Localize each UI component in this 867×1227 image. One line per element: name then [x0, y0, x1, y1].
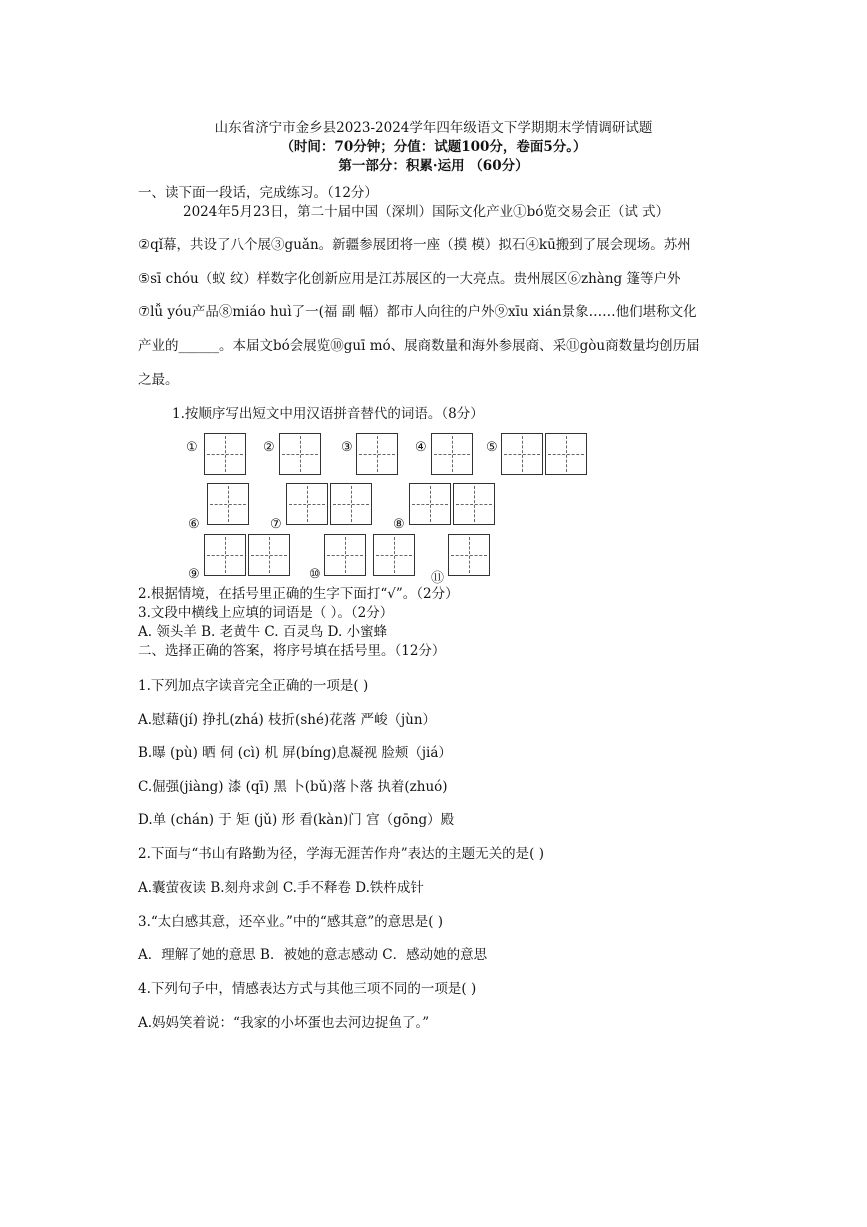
writing-box[interactable]: [356, 433, 398, 475]
writing-box[interactable]: [409, 483, 451, 525]
writing-box[interactable]: [248, 534, 290, 576]
question-3-options: A. 领头羊 B. 老黄牛 C. 百灵鸟 D. 小蜜蜂: [138, 624, 388, 640]
grid-label: ⑩: [309, 567, 321, 582]
writing-grid[interactable]: [286, 483, 372, 525]
writing-box[interactable]: [324, 534, 366, 576]
writing-grid[interactable]: [204, 534, 290, 576]
mc-line: D.单 (chán) 于 矩 (jǔ) 形 看(kàn)门 宫（gōng）殿: [138, 812, 455, 828]
passage-line: 2024年5月23日，第二十届中国（深圳）国际文化产业①bó览交易会正（试 式）: [183, 204, 670, 220]
writing-box[interactable]: [286, 483, 328, 525]
passage-line: 之最。: [138, 372, 179, 388]
grid-label: ⑥: [188, 517, 200, 532]
part-heading: 第一部分：积累·运用 （60分）: [338, 158, 529, 174]
mc-line: 4.下列句子中，情感表达方式与其他三项不同的一项是( ): [138, 981, 477, 997]
writing-box[interactable]: [545, 433, 587, 475]
writing-box[interactable]: [448, 534, 490, 576]
grid-label: ⑧: [393, 517, 405, 532]
grid-label: ①: [186, 440, 198, 455]
writing-grid[interactable]: [409, 483, 495, 525]
mc-line: 1.下列加点字读音完全正确的一项是( ): [138, 678, 369, 694]
passage-line: ⑤sī chóu（蚁 纹）样数字化创新应用是江苏展区的一大亮点。贵州展区⑥zhàng 篷等户外: [138, 271, 681, 287]
writing-grid[interactable]: [204, 433, 246, 475]
writing-box[interactable]: [204, 433, 246, 475]
grid-label: ④: [415, 440, 427, 455]
grid-label: ⑪: [431, 571, 445, 586]
writing-box[interactable]: [501, 433, 543, 475]
mc-line: 2.下面与“书山有路勤为径，学海无涯苦作舟”表达的主题无关的是( ): [138, 846, 545, 862]
writing-grid[interactable]: [356, 433, 398, 475]
writing-box[interactable]: [279, 433, 321, 475]
passage-line: 产业的______。本届文bó会展览⑩guī mó、展商数量和海外参展商、采⑪gòu商数量均创历届: [138, 338, 700, 354]
writing-grid[interactable]: [501, 433, 587, 475]
grid-label: ③: [341, 440, 353, 455]
section2-heading: 二、选择正确的答案，将序号填在括号里。（12分）: [138, 643, 446, 659]
grid-label: ②: [263, 440, 275, 455]
grid-label: ⑨: [188, 567, 200, 582]
writing-grid[interactable]: [373, 534, 415, 576]
writing-grid[interactable]: [448, 534, 490, 576]
passage-line: ⑦lǚ yóu产品⑧miáo huì了一(福 副 幅）都市人向往的户外⑨xīu xián景象……他们堪称文化: [138, 304, 697, 320]
writing-box[interactable]: [207, 483, 249, 525]
writing-grid[interactable]: [207, 483, 249, 525]
grid-label: ⑤: [486, 440, 498, 455]
writing-box[interactable]: [204, 534, 246, 576]
writing-box[interactable]: [431, 433, 473, 475]
mc-line: B.曝 (pù) 晒 伺 (cì) 机 屏(bíng)息凝视 脸颊（jiá）: [138, 745, 452, 761]
mc-line: A.妈妈笑着说：“我家的小坏蛋也去河边捉鱼了。”: [138, 1015, 430, 1031]
exam-title: 山东省济宁市金乡县2023-2024学年四年级语文下学期期末学情调研试题: [214, 120, 653, 136]
mc-line: A.囊萤夜读 B.刻舟求剑 C.手不释卷 D.铁杵成针: [138, 880, 424, 896]
question-2: 2.根据情境，在括号里正确的生字下面打“√”。（2分）: [138, 586, 459, 602]
mc-line: A．理解了她的意思 B．被她的意志感动 C．感动她的意思: [138, 947, 488, 963]
section1-heading: 一、读下面一段话，完成练习。（12分）: [138, 185, 378, 201]
mc-line: 3.“太白感其意，还卒业。”中的“感其意”的意思是( ): [138, 914, 444, 930]
mc-line: A.慰藉(jí) 挣扎(zhá) 枝折(shé)花落 严峻（jùn）: [138, 712, 437, 728]
writing-grid[interactable]: [279, 433, 321, 475]
writing-box[interactable]: [373, 534, 415, 576]
writing-box[interactable]: [453, 483, 495, 525]
question-1: 1.按顺序写出短文中用汉语拼音替代的词语。（8分）: [172, 406, 484, 422]
writing-grid[interactable]: [431, 433, 473, 475]
grid-label: ⑦: [270, 517, 282, 532]
mc-line: C.倔强(jiàng) 漆 (qī) 黑 卜(bǔ)落卜落 执着(zhuó): [138, 779, 448, 795]
writing-grid[interactable]: [324, 534, 366, 576]
passage-line: ②qǐ幕，共设了八个展③guǎn。新疆参展团将一座（摸 模）拟石④kū搬到了展会现场。苏州: [138, 237, 691, 253]
writing-box[interactable]: [330, 483, 372, 525]
exam-info: （时间：70分钟；分值：试题100分，卷面5分。）: [280, 139, 587, 155]
question-3: 3.文段中横线上应填的词语是（ ）。（2分）: [138, 605, 394, 621]
